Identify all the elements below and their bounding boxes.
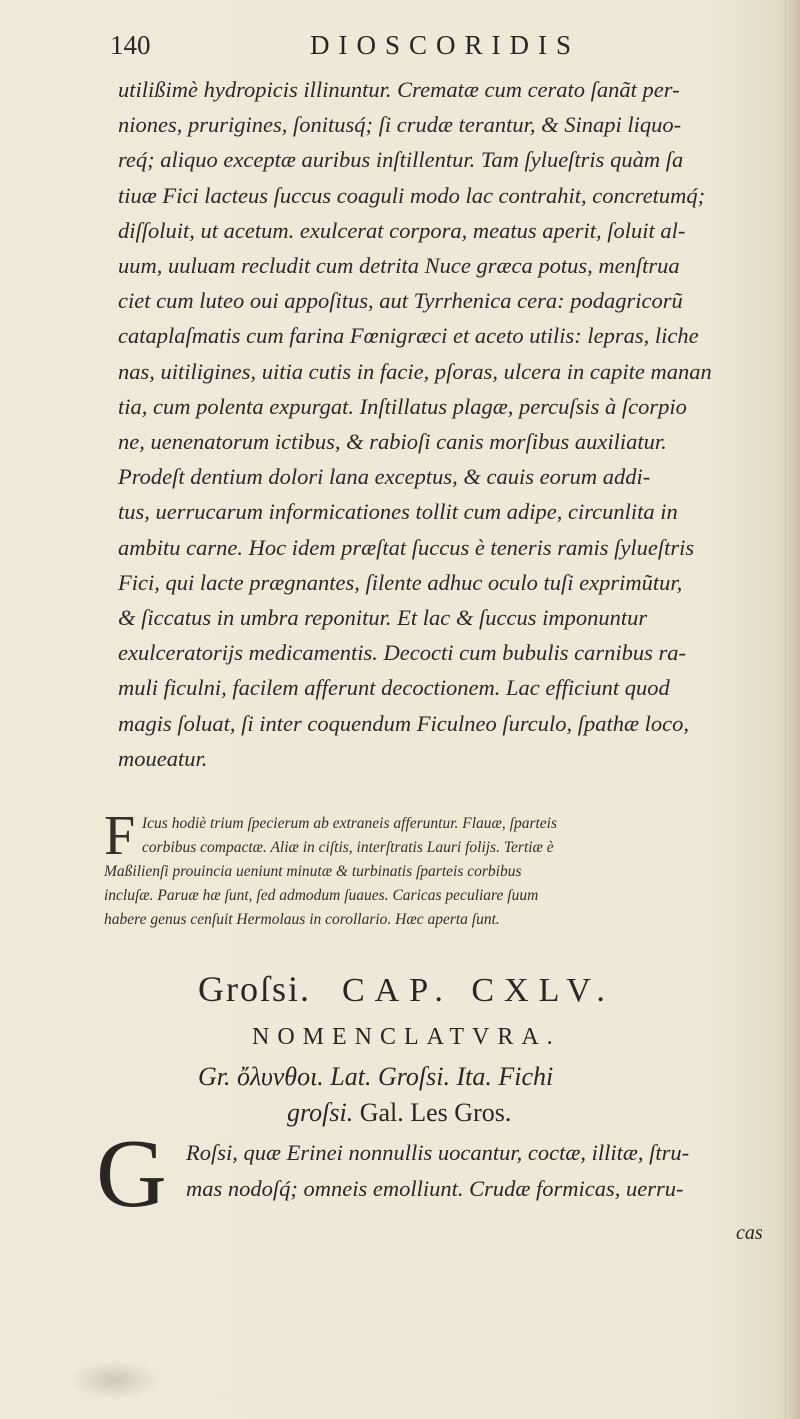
annotation-line: incluſæ. Paruæ hæ ſunt, ſed admodum ſuaues. Caricas peculiare ſuum (104, 887, 539, 904)
nomenclature-heading: NOMENCLATVRA. (252, 1024, 561, 1050)
page-header (110, 30, 760, 66)
synonym-roman: Gal. Les Gros. (359, 1098, 512, 1127)
page-number: 140 (110, 30, 151, 60)
text-line: tiuæ Fici lacteus ſuccus coaguli modo lac contrahit, concretumq́; (118, 182, 706, 208)
text-line: nas, uitiligines, uitia cutis in facie, pſoras, ulcera in capite manan (118, 358, 712, 384)
text-line: cataplaſmatis cum farina Fœnigræci et aceto utilis: lepras, liche (118, 323, 699, 349)
catchword: cas (736, 1222, 763, 1244)
annotation-line: corbibus compactæ. Aliæ in ciſtis, interſtratis Lauri folijs. Tertiæ è (142, 839, 554, 856)
text-line: niones, prurigines, ſonitusq́; ſi crudæ terantur, & Sinapi liquo- (118, 112, 682, 138)
text-line: & ſiccatus in umbra reponitur. Et lac & ſuccus imponuntur (118, 605, 648, 631)
annotation-line: Icus hodiè trium ſpecierum ab extraneis afferuntur. Flauæ, ſparteis (142, 815, 558, 832)
text-line: magis ſoluat, ſi inter coquendum Ficulneo ſurculo, ſpathæ loco, (118, 710, 689, 736)
text-line: diſſoluit, ut acetum. exulcerat corpora, meatus aperit, ſoluit al- (118, 217, 686, 243)
text-line: utilißimè hydropicis illinuntur. Crematæ cum cerato ſanãt per- (118, 77, 680, 102)
synonyms-line-2 (287, 1098, 511, 1128)
text-line: exulceratorijs medicamentis. Decocti cum bubulis carnibus ra- (118, 640, 687, 666)
annotation-line: Maßilienſi prouincia ueniunt minutæ & turbinatis ſparteis corbibus (104, 863, 522, 880)
chapter-text-line: mas nodoſq́; omneis emolliunt. Crudæ formicas, uerru- (186, 1176, 684, 1201)
text-line: ne, uenenatorum ictibus, & rabioſi canis morſibus auxiliatur. (118, 429, 667, 455)
text-line: muli ficulni, facilem afferunt decoctionem. Lac efficiunt quod (118, 675, 670, 701)
synonyms-line: Gr. ὄλυνθοι. Lat. Groſsi. Ita. Fichi (198, 1062, 554, 1091)
annotation-line: habere genus cenſuit Hermolaus in corollario. Hæc aperta ſunt. (104, 911, 500, 928)
text-line: Prodeſt dentium dolori lana exceptus, & cauis eorum addi- (118, 464, 651, 490)
text-line: ciet cum luteo oui appoſitus, aut Tyrrhenica cera: podagricorũ (118, 288, 683, 314)
paper-stain (70, 1360, 160, 1400)
text-line: uum, uuluam recludit cum detrita Nuce græca potus, menſtrua (118, 253, 680, 279)
text-line: Fici, qui lacte prægnantes, ſilente adhuc oculo tuſi exprimũtur, (118, 569, 683, 595)
synonym-italic: groſsi. (287, 1098, 354, 1127)
annotation-initial: F (104, 805, 136, 867)
text-line: req́; aliquo exceptæ auribus inſtillentur. Tam ſylueſtris quàm ſa (118, 147, 684, 173)
chapter-heading (198, 968, 718, 1010)
text-line: tus, uerrucarum informicationes tollit cum adipe, circunlita in (118, 499, 678, 525)
text-line: tia, cum polenta expurgat. Inſtillatus plagæ, percuſsis à ſcorpio (118, 393, 687, 419)
drop-cap: G (96, 1120, 167, 1228)
text-line: moueatur. (118, 745, 208, 771)
chapter-number: CAP. CXLV. (342, 972, 615, 1009)
main-text-block (118, 72, 788, 776)
chapter-text-line: Roſsi, quæ Erinei nonnullis uocantur, coctæ, illitæ, ſtru- (186, 1140, 690, 1165)
chapter-title: Groſsi. (198, 969, 311, 1009)
text-line: ambitu carne. Hoc idem præſtat ſuccus è teneris ramis ſylueſtris (118, 534, 695, 560)
running-title: DIOSCORIDIS (310, 30, 581, 60)
